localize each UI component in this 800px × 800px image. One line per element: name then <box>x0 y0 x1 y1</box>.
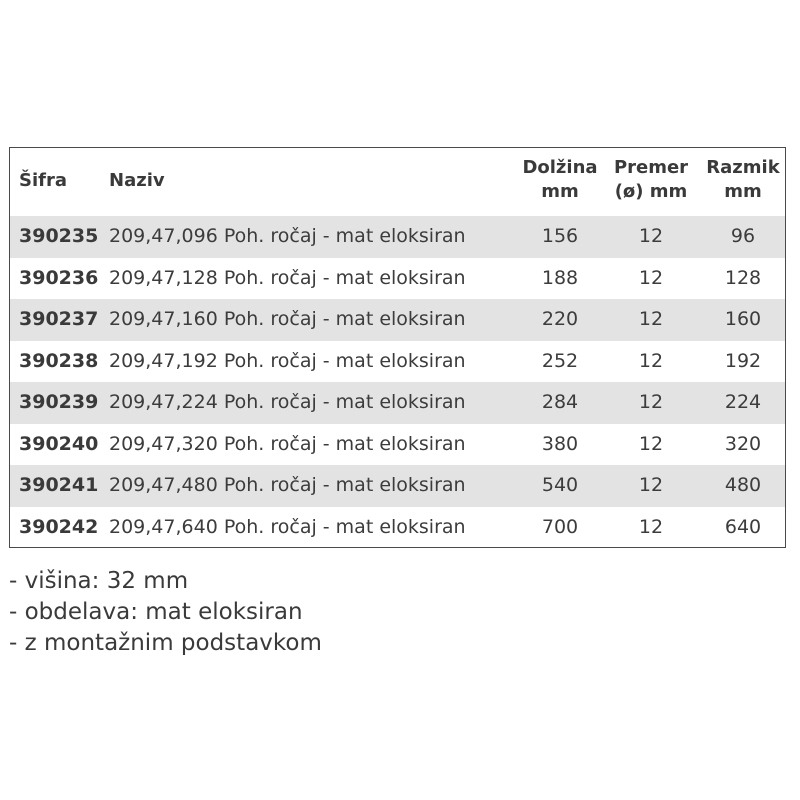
cell-length: 700 <box>541 515 579 538</box>
cell-spacing: 128 <box>724 266 762 289</box>
cell-name: 209,47,160 Poh. ročaj - mat eloksiran <box>109 308 466 330</box>
cell-diameter: 12 <box>638 432 664 455</box>
cell-code: 390240 <box>19 432 99 455</box>
cell-diameter: 12 <box>638 474 664 496</box>
table-header <box>10 148 785 216</box>
cell-length: 220 <box>541 308 579 330</box>
cell-length: 188 <box>541 266 579 289</box>
cell-name: 209,47,128 Poh. ročaj - mat eloksiran <box>109 266 466 289</box>
cell-diameter: 12 <box>638 225 664 247</box>
header-length <box>516 156 604 204</box>
header-name: Naziv <box>109 170 165 191</box>
table-row <box>10 507 785 549</box>
table-body <box>10 216 785 548</box>
header-spacing-line2: mm <box>724 181 762 202</box>
table-row <box>10 299 785 341</box>
cell-code: 390242 <box>19 515 99 538</box>
table-row <box>10 258 785 300</box>
cell-spacing: 96 <box>730 225 756 247</box>
table-row <box>10 216 785 258</box>
cell-spacing: 320 <box>724 432 762 455</box>
cell-code: 390237 <box>19 308 99 330</box>
header-spacing <box>699 156 787 204</box>
header-diameter <box>607 156 695 204</box>
cell-length: 540 <box>541 474 579 496</box>
cell-name: 209,47,480 Poh. ročaj - mat eloksiran <box>109 474 466 496</box>
cell-spacing: 160 <box>724 308 762 330</box>
product-notes <box>9 566 322 659</box>
cell-spacing: 640 <box>724 515 762 538</box>
header-length-line2: mm <box>541 181 579 202</box>
cell-name: 209,47,096 Poh. ročaj - mat eloksiran <box>109 225 466 247</box>
cell-spacing: 480 <box>724 474 762 496</box>
cell-spacing: 224 <box>724 391 762 413</box>
note-height: - višina: 32 mm <box>9 568 189 594</box>
header-diameter-line2: (ø) mm <box>614 181 688 202</box>
cell-length: 380 <box>541 432 579 455</box>
cell-code: 390241 <box>19 474 99 496</box>
cell-name: 209,47,320 Poh. ročaj - mat eloksiran <box>109 432 466 455</box>
header-length-line1: Dolžina <box>522 157 598 178</box>
header-diameter-line1: Premer <box>613 157 689 178</box>
table-row <box>10 341 785 383</box>
cell-length: 252 <box>541 349 579 372</box>
cell-name: 209,47,640 Poh. ročaj - mat eloksiran <box>109 515 466 538</box>
cell-spacing: 192 <box>724 349 762 372</box>
table-row <box>10 465 785 507</box>
cell-name: 209,47,192 Poh. ročaj - mat eloksiran <box>109 349 466 372</box>
product-table <box>9 147 786 548</box>
cell-diameter: 12 <box>638 308 664 330</box>
cell-code: 390235 <box>19 225 99 247</box>
cell-diameter: 12 <box>638 391 664 413</box>
cell-diameter: 12 <box>638 266 664 289</box>
note-finish: - obdelava: mat eloksiran <box>9 599 303 625</box>
note-mounting: - z montažnim podstavkom <box>9 630 322 656</box>
table-row <box>10 424 785 466</box>
header-code: Šifra <box>19 170 67 191</box>
header-spacing-line1: Razmik <box>706 157 780 178</box>
cell-name: 209,47,224 Poh. ročaj - mat eloksiran <box>109 391 466 413</box>
cell-diameter: 12 <box>638 349 664 372</box>
cell-code: 390236 <box>19 266 99 289</box>
cell-code: 390238 <box>19 349 99 372</box>
cell-length: 284 <box>541 391 579 413</box>
table-row <box>10 382 785 424</box>
cell-code: 390239 <box>19 391 99 413</box>
cell-diameter: 12 <box>638 515 664 538</box>
cell-length: 156 <box>541 225 579 247</box>
